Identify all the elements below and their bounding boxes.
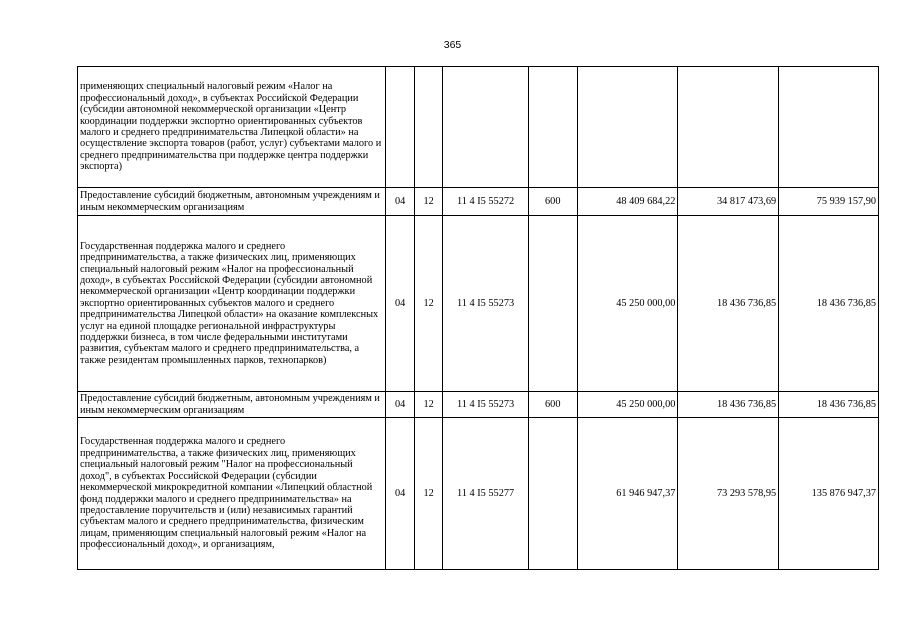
section-code: 04 [386, 392, 414, 418]
row-description: применяющих специальный налоговый режим «Налог на профессиональный доход», в субъектах Российской Федерации (субсидии автономной некоммерческой организации «Центр координации поддержки экспортно ориентированных субъектов малого и среднего предпринимательства Липецкой области» на осуществление экспорта товаров (работ, услуг) субъектами малого и среднего предпринимательства при поддержке центра поддержки экспорта) [78, 67, 386, 188]
table-row [78, 188, 879, 216]
amount-2 [678, 67, 779, 188]
subsection-code: 12 [414, 418, 442, 570]
subsection-code: 12 [414, 216, 442, 392]
target-article-code: 11 4 I5 55273 [443, 216, 528, 392]
subsection-code [414, 67, 442, 188]
table-row [78, 67, 879, 188]
section-code: 04 [386, 216, 414, 392]
target-article-code: 11 4 I5 55273 [443, 392, 528, 418]
row-description: Государственная поддержка малого и среднего предпринимательства, а также физических лиц, применяющих специальный налоговый режим «Налог на профессиональный доход», в субъектах Российской Федерации (субсидии автономной некоммерческой организации «Центр координации поддержки экспортно ориентированных субъектов малого и среднего предпринимательства Липецкой области» на оказание комплексных услуг на единой площадке региональной инфраструктуры поддержки бизнеса, в том числе федеральными институтами развития, субъектам малого и среднего предпринимательства, а также резидентам промышленных парков, технопарков) [78, 216, 386, 392]
row-description: Предоставление субсидий бюджетным, автономным учреждениям и иным некоммерческим организациям [78, 188, 386, 216]
amount-2: 73 293 578,95 [678, 418, 779, 570]
amount-1: 61 946 947,37 [577, 418, 678, 570]
amount-1: 48 409 684,22 [577, 188, 678, 216]
page-number: 365 [443, 39, 462, 51]
amount-1: 45 250 000,00 [577, 216, 678, 392]
expense-type-code: 600 [528, 392, 577, 418]
amount-1 [577, 67, 678, 188]
amount-2: 18 436 736,85 [678, 216, 779, 392]
target-article-code [443, 67, 528, 188]
row-description: Предоставление субсидий бюджетным, автономным учреждениям и иным некоммерческим организациям [78, 392, 386, 418]
amount-2: 18 436 736,85 [678, 392, 779, 418]
table-row [78, 392, 879, 418]
amount-3: 18 436 736,85 [779, 392, 879, 418]
expense-type-code [528, 67, 577, 188]
amount-1: 45 250 000,00 [577, 392, 678, 418]
section-code: 04 [386, 188, 414, 216]
amount-3: 75 939 157,90 [779, 188, 879, 216]
row-description: Государственная поддержка малого и среднего предпринимательства, а также физических лиц, применяющих специальный налоговый режим "Налог на профессиональный доход", в субъектах Российской Федерации (субсидии некоммерческой микрокредитной компании «Липецкий областной фонд поддержки малого и среднего предпринимательства» на предоставление поручительств и (или) независимых гарантий субъектам малого и среднего предпринимательства, физическим лицам, применяющим специальный налоговый режим «Налог на профессиональный доход», и организациям, [78, 418, 386, 570]
amount-2: 34 817 473,69 [678, 188, 779, 216]
expense-type-code [528, 216, 577, 392]
amount-3: 135 876 947,37 [779, 418, 879, 570]
budget-table [77, 66, 879, 570]
subsection-code: 12 [414, 392, 442, 418]
table-row [78, 418, 879, 570]
expense-type-code: 600 [528, 188, 577, 216]
amount-3 [779, 67, 879, 188]
subsection-code: 12 [414, 188, 442, 216]
target-article-code: 11 4 I5 55277 [443, 418, 528, 570]
table-row [78, 216, 879, 392]
amount-3: 18 436 736,85 [779, 216, 879, 392]
section-code [386, 67, 414, 188]
expense-type-code [528, 418, 577, 570]
target-article-code: 11 4 I5 55272 [443, 188, 528, 216]
section-code: 04 [386, 418, 414, 570]
